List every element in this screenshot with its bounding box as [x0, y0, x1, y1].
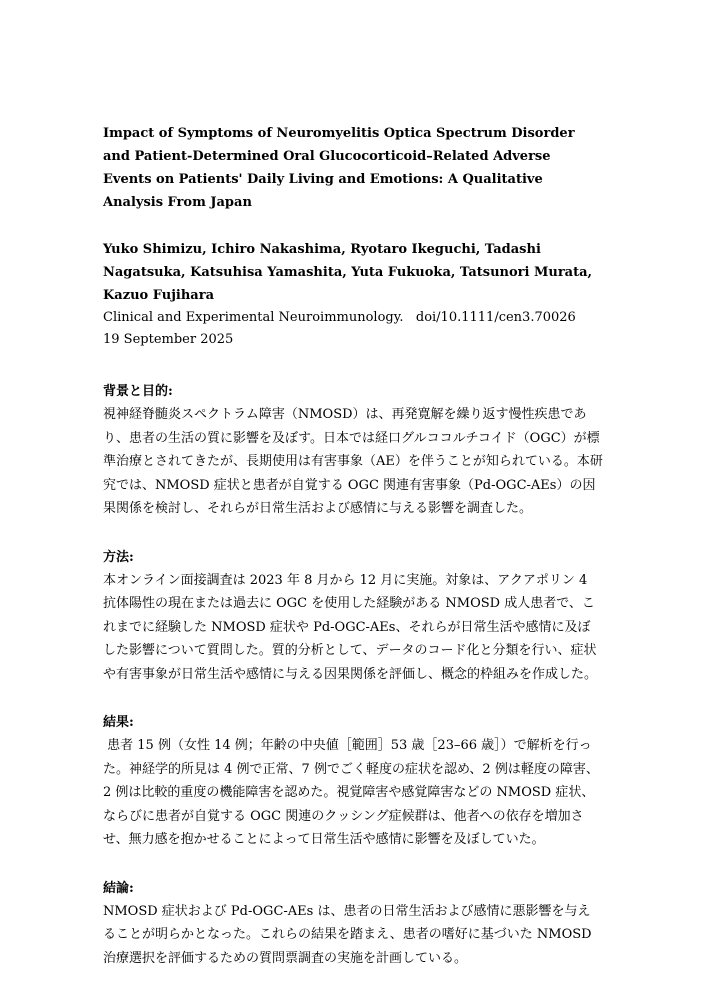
paper-title: Impact of Symptoms of Neuromyelitis Optica Spectrum Disorder and Patient-Determined Oral Glucocorticoid–Related Adverse Events on Patients' Daily Living and Emotions: A Qualitative Analysis From Japan: [103, 126, 575, 210]
section-methods: [103, 547, 603, 687]
section-background: [103, 381, 603, 521]
section-conclusion: [103, 878, 603, 971]
publication-date: 19 September 2025: [103, 332, 234, 347]
section-heading-background: 背景と目的:: [103, 384, 173, 399]
section-results: [103, 712, 603, 852]
section-body-conclusion: NMOSD 症状および Pd-OGC-AEs は、患者の日常生活および感情に悪影響を与えることが明らかとなった。これらの結果を踏まえ、患者の嗜好に基づいた NMOSD 治療選択を評価するための質問票調査の実施を計画している。: [103, 903, 592, 966]
section-heading-conclusion: 結論:: [103, 880, 134, 896]
author-list: Yuko Shimizu, Ichiro Nakashima, Ryotaro Ikeguchi, Tadashi Nagatsuka, Katsuhisa Yamashita, Yuta Fukuoka, Tatsunori Murata, Kazuo Fujihara: [103, 242, 593, 303]
abstract-content: [103, 122, 603, 970]
journal-citation: Clinical and Experimental Neuroimmunology. doi/10.1111/cen3.70026: [103, 310, 576, 325]
section-body-methods: 本オンライン面接調査は 2023 年 8 月から 12 月に実施。対象は、アクアポリン 4 抗体陽性の現在または過去に OGC を使用した経験がある NMOSD 成人患者で、これまでに経験した NMOSD 症状や Pd-OGC-AEs、それらが日常生活や感情に及ぼした影響について質問した。質的分析として、データのコード化と分類を行い、症状や有害事象が日常生活や感情に与える因果関係を評価し、概念的枠組みを作成した。: [103, 572, 598, 682]
section-heading-results: 結果:: [103, 715, 134, 730]
section-body-background: 視神経脊髄炎スペクトラム障害（NMOSD）は、再発寛解を繰り返す慢性疾患であり、患者の生活の質に影響を及ぼす。日本では経口グルココルチコイド（OGC）が標準治療とされてきたが、長期使用は有害事象（AE）を伴うことが知られている。本研究では、NMOSD 症状と患者が自覚する OGC 関連有害事象（Pd-OGC-AEs）の因果関係を検討し、それらが日常生活および感情に与える影響を調査した。: [103, 407, 603, 516]
section-body-results: 患者 15 例（女性 14 例；年齢の中央値［範囲］53 歳［23–66 歳］）で解析を行った。神経学的所見は 4 例で正常、7 例でごく軽度の症状を認め、2 例は軽度の障害、2 例は比較的重度の機能障害を認めた。視覚障害や感覚障害などの NMOSD 症状、ならびに患者が自覚する OGC 関連のクッシング症候群は、他者への依存を増加させ、無力感を抱かせることによって日常生活や感情に影響を及ぼしていた。: [103, 738, 599, 847]
section-heading-methods: 方法:: [103, 549, 134, 565]
